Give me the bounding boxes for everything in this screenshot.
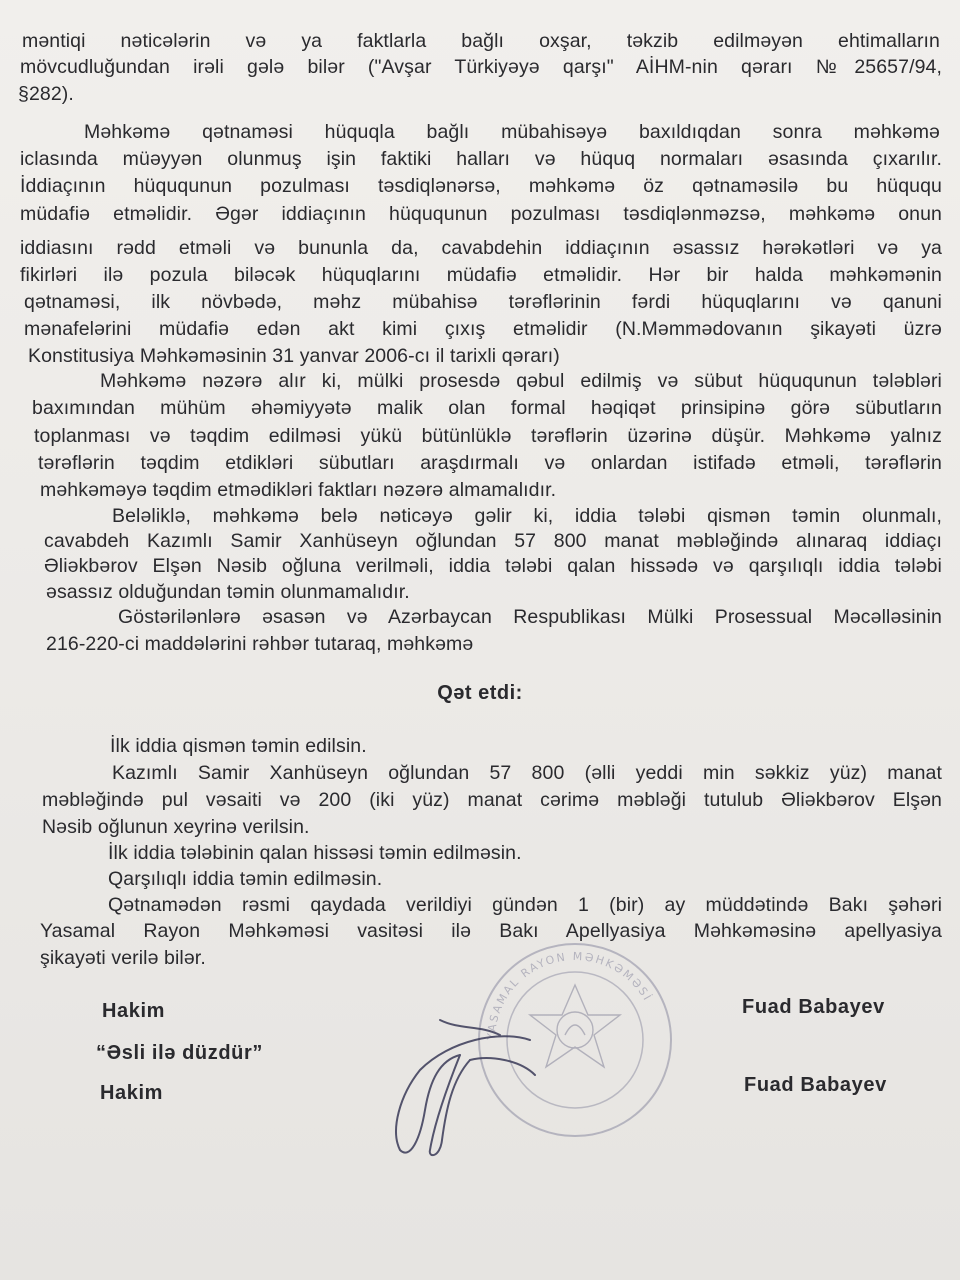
text-line: Qarşılıqlı iddia təmin edilməsin.: [108, 868, 383, 890]
text-line: Kazımlı Samir Xanhüseyn oğlundan 57 800 (əlli yeddi min səkkiz yüz) manat: [112, 762, 942, 784]
text-line: Yasamal Rayon Məhkəməsi vasitəsi ilə Bakı Apellyasiya Məhkəməsinə apellyasiya: [40, 920, 942, 942]
decision-heading: Qət etdi:: [437, 682, 523, 704]
text-line: İlk iddia qismən təmin edilsin.: [110, 735, 367, 757]
text-line: tərəflərin təqdim etdikləri sübutları araşdırmalı və onlardan istifadə etməli, tərəflərin: [38, 452, 942, 474]
text-line: iddiasını rədd etməli və bununla da, cavabdehin iddiaçının əsassız hərəkətləri və ya: [20, 237, 942, 259]
text-line: əsassız olduğundan təmin olunmamalıdır.: [46, 581, 410, 603]
text-line: Nəsib oğlunun xeyrinə verilsin.: [42, 816, 310, 838]
certified-copy-label: “Əsli ilə düzdür”: [96, 1042, 263, 1064]
text-line: Beləliklə, məhkəmə belə nəticəyə gəlir ki, iddia tələbi qismən təmin olunmalı,: [112, 505, 942, 527]
text-line: mövcudluğundan irəli gələ bilər ("Avşar Türkiyəyə qarşı" AİHM-nin qərarı №25657/94,: [20, 56, 942, 78]
text-line: mənafelərini müdafiə edən akt kimi çıxış etməlidir (N.Məmmədovanın şikayəti üzrə: [24, 318, 942, 340]
text-line: Qətnamədən rəsmi qaydada verildiyi gündən 1 (bir) ay müddətində Bakı şəhəri: [108, 894, 942, 916]
text-line: 216-220-ci maddələrini rəhbər tutaraq, məhkəmə: [46, 633, 474, 655]
text-line: müdafiə etməlidir. Əgər iddiaçının hüququnun pozulması təsdiqlənməzsə, məhkəmə onun: [20, 203, 942, 225]
text-line: toplanması və təqdim edilməsi yükü bütünlüklə tərəflərin üzərinə düşür. Məhkəmə yalnız: [34, 425, 942, 447]
judge-name: Fuad Babayev: [742, 996, 885, 1018]
text-line: Göstərilənlərə əsasən və Azərbaycan Respublikası Mülki Prosessual Məcəlləsinin: [118, 606, 942, 628]
text-line: fikirləri ilə pozula biləcək hüquqlarını müdafiə etməlidir. Hər bir halda məhkəmənin: [20, 264, 942, 286]
handwritten-signature: [380, 1000, 540, 1160]
judge-role-label: Hakim: [102, 1000, 166, 1022]
text-line: Məhkəmə qətnaməsi hüquqla bağlı mübahisəyə baxıldıqdan sonra məhkəmə: [84, 121, 940, 143]
text-line: Məhkəmə nəzərə alır ki, mülki prosesdə qəbul edilmiş və sübut hüququnun tələbləri: [100, 370, 942, 392]
judge-role-label: Hakim: [100, 1082, 164, 1104]
text-line: baxımından mühüm əhəmiyyətə malik olan formal həqiqət prinsipinə görə sübutların: [32, 397, 942, 419]
text-line: §282).: [18, 83, 74, 105]
text-line: məbləğində pul vəsaiti və 200 (iki yüz) manat cərimə məbləği tutulub Əliəkbərov Elşən: [42, 789, 942, 811]
text-line: şikayəti verilə bilər.: [40, 947, 206, 969]
text-line: İlk iddia tələbinin qalan hissəsi təmin edilməsin.: [108, 842, 522, 864]
svg-text:YASAMAL RAYON MƏHKƏMƏSİ: YASAMAL RAYON MƏHKƏMƏSİ: [484, 949, 655, 1041]
text-line: məhkəməyə təqdim etmədikləri faktları nəzərə almamalıdır.: [40, 479, 557, 501]
text-line: Konstitusiya Məhkəməsinin 31 yanvar 2006-cı il tarixli qərarı): [28, 345, 560, 367]
text-line: cavabdeh Kazımlı Samir Xanhüseyn oğlundan 57 800 manat məbləğində alınaraq iddiaçı: [44, 530, 942, 552]
text-line: iclasında müəyyən olunmuş işin faktiki halları və hüquq normaları əsasında çıxarılır.: [20, 148, 942, 170]
text-line: İddiaçının hüququnun pozulması təsdiqlənərsə, məhkəmə öz qətnaməsilə bu hüququ: [20, 175, 942, 197]
text-line: Əliəkbərov Elşən Nəsib oğluna verilməli, iddia tələbi qalan hissədə və qarşılıqlı iddia tələbi: [44, 555, 942, 577]
text-line: qətnaməsi, ilk növbədə, məhz mübahisə tərəflərinin fərdi hüquqlarını və qanuni: [24, 291, 942, 313]
text-line: məntiqi nəticələrin və ya faktlarla bağlı oxşar, təkzib edilməyən ehtimalların: [22, 30, 940, 52]
judge-name: Fuad Babayev: [744, 1074, 887, 1096]
